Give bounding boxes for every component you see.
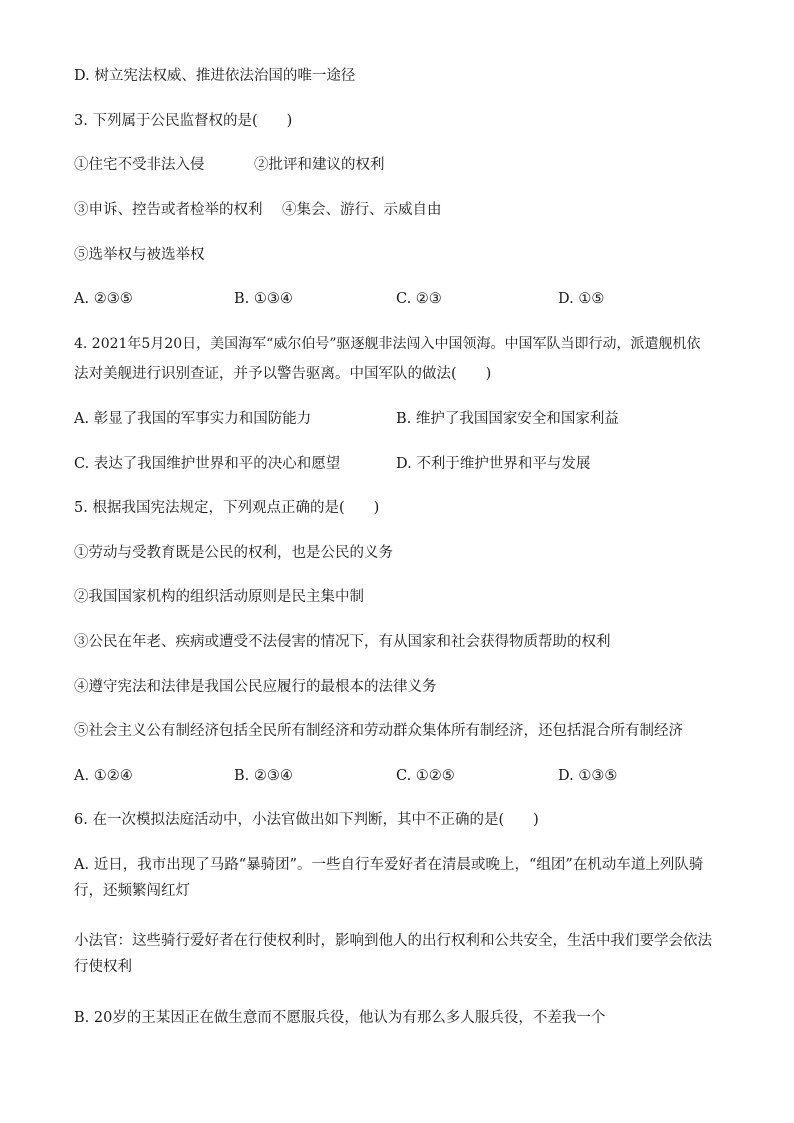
q5-item-5: ⑤社会主义公有制经济包括全民所有制经济和劳动群众集体所有制经济，还包括混合所有制经济 (74, 723, 683, 739)
q4-option-c: C. 表达了我国维护世界和平的决心和愿望 (74, 456, 341, 472)
q3-option-c: C. ②③ (396, 291, 442, 307)
q5-item-3: ③公民在年老、疾病或遭受不法侵害的情况下，有从国家和社会获得物质帮助的权利 (74, 634, 611, 650)
q4-option-b: B. 维护了我国国家安全和国家利益 (396, 411, 619, 427)
q5-stem: 5. 根据我国宪法规定，下列观点正确的是( ) (74, 500, 380, 516)
q4-option-d: D. 不利于维护世界和平与发展 (396, 456, 591, 472)
q5-item-4: ④遵守宪法和法律是我国公民应履行的最根本的法律义务 (74, 679, 437, 695)
q5-option-c: C. ①②⑤ (396, 768, 455, 784)
q5-options (74, 766, 734, 786)
q2-option-d: D. 树立宪法权威、推进依法治国的唯一途径 (74, 68, 356, 84)
q4-stem-line-2: 法对美舰进行识别查证，并予以警告驱离。中国军队的做法( ) (74, 366, 492, 382)
q3-option-b: B. ①③④ (234, 291, 293, 307)
q3-item-5: ⑤选举权与被选举权 (74, 247, 205, 263)
q4-option-a: A. 彰显了我国的军事实力和国防能力 (74, 411, 312, 427)
q6-option-b: B. 20岁的王某因正在做生意而不愿服兵役，他认为有那么多人服兵役，不差我一个 (74, 1010, 606, 1026)
q5-option-d: D. ①③⑤ (558, 768, 618, 784)
q3-item-2: ②批评和建议的权利 (254, 157, 385, 173)
q3-item-1: ①住宅不受非法入侵 (74, 157, 205, 173)
q3-option-a: A. ②③⑤ (74, 291, 133, 307)
q3-options (74, 289, 734, 309)
q5-option-b: B. ②③④ (234, 768, 293, 784)
q4-stem-line-1: 4. 2021年5月20日，美国海军“威尔伯号”驱逐舰非法闯入中国领海。中国军队当即行动，派遣舰机依 (74, 336, 701, 352)
q3-item-3: ③申诉、控告或者检举的权利 (74, 202, 263, 218)
q3-stem: 3. 下列属于公民监督权的是( ) (74, 113, 293, 129)
q4-options-row-1 (74, 409, 734, 429)
q6-option-a: A. 近日，我市出现了马路“暴骑团”。一些自行车爱好者在清晨或晚上，“组团”在机动车道上列队骑行，还频繁闯红灯 (74, 857, 704, 899)
q5-item-1: ①劳动与受教育既是公民的权利，也是公民的义务 (74, 545, 393, 561)
q3-option-d: D. ①⑤ (558, 291, 605, 307)
q5-item-2: ②我国国家机构的组织活动原则是民主集中制 (74, 589, 364, 605)
q6-option-a-judgement: 小法官：这些骑行爱好者在行使权利时，影响到他人的出行权利和公共安全，生活中我们要学会依法行使权利 (74, 933, 712, 975)
q4-options-row-2 (74, 454, 734, 474)
q3-item-4: ④集会、游行、示威自由 (282, 202, 442, 218)
q5-option-a: A. ①②④ (74, 768, 133, 784)
q6-stem: 6. 在一次模拟法庭活动中，小法官做出如下判断，其中不正确的是( ) (74, 812, 539, 828)
